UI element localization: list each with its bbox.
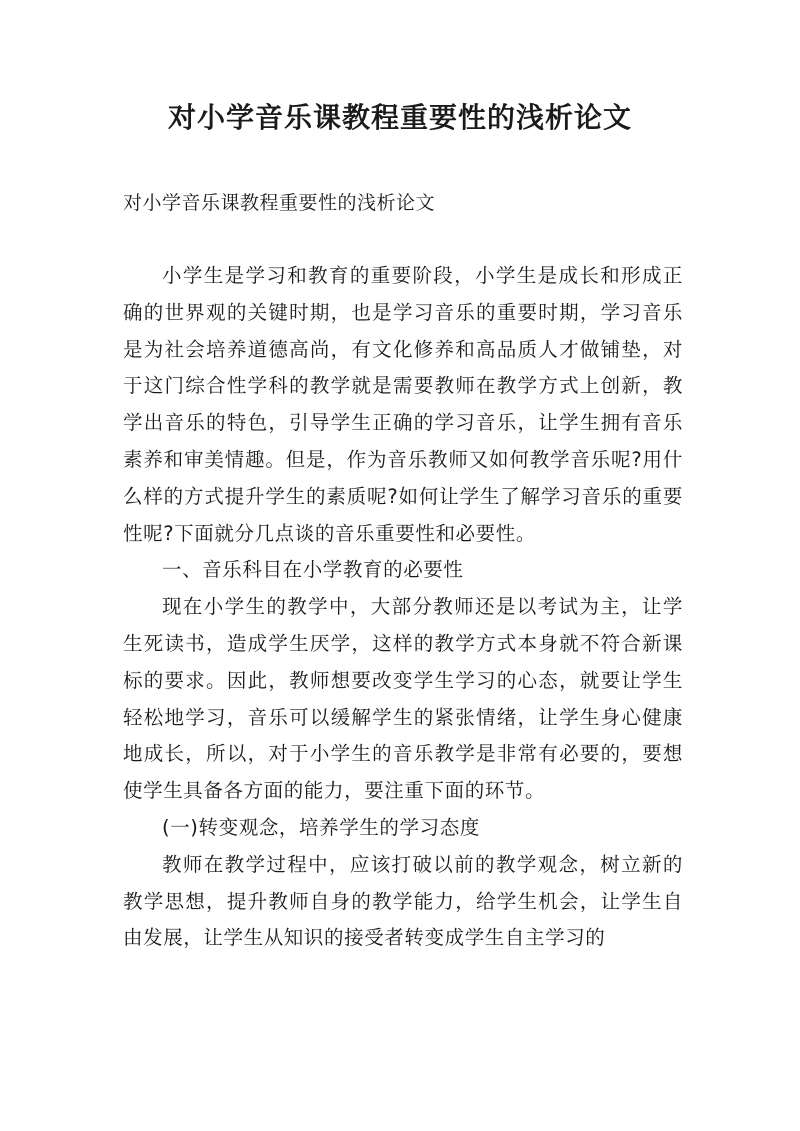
subsection-heading-1: (一)转变观念，培养学生的学习态度 xyxy=(162,815,480,839)
document-subtitle: 对小学音乐课教程重要性的浅析论文 xyxy=(123,192,436,214)
subsection-1-paragraph: 教师在教学过程中，应该打破以前的教学观念，树立新的教学思想，提升教师自身的教学能力，给学生机会，让学生自由发展，让学生从知识的接受者转变成学生自主学习的 xyxy=(123,852,683,950)
section-1-paragraph: 现在小学生的教学中，大部分教师还是以考试为主，让学生死读书，造成学生厌学，这样的教学方式本身就不符合新课标的要求。因此，教师想要改变学生学习的心态，就要让学生轻松地学习，音乐可以缓解学生的紧张情绪，让学生身心健康地成长，所以，对于小学生的音乐教学是非常有必要的，要想使学生具备各方面的能力，要注重下面的环节。 xyxy=(123,595,683,803)
document-body xyxy=(123,258,683,957)
document-title: 对小学音乐课教程重要性的浅析论文 xyxy=(167,101,632,134)
section-heading-1: 一、音乐科目在小学教育的必要性 xyxy=(162,558,464,582)
intro-paragraph: 小学生是学习和教育的重要阶段，小学生是成长和形成正确的世界观的关键时期，也是学习音乐的重要时期，学习音乐是为社会培养道德高尚，有文化修养和高品质人才做铺垫，对于这门综合性学科的教学就是需要教师在教学方式上创新，教学出音乐的特色，引导学生正确的学习音乐，让学生拥有音乐素养和审美情趣。但是，作为音乐教师又如何教学音乐呢?用什么样的方式提升学生的素质呢?如何让学生了解学习音乐的重要性呢?下面就分几点谈的音乐重要性和必要性。 xyxy=(123,264,683,545)
